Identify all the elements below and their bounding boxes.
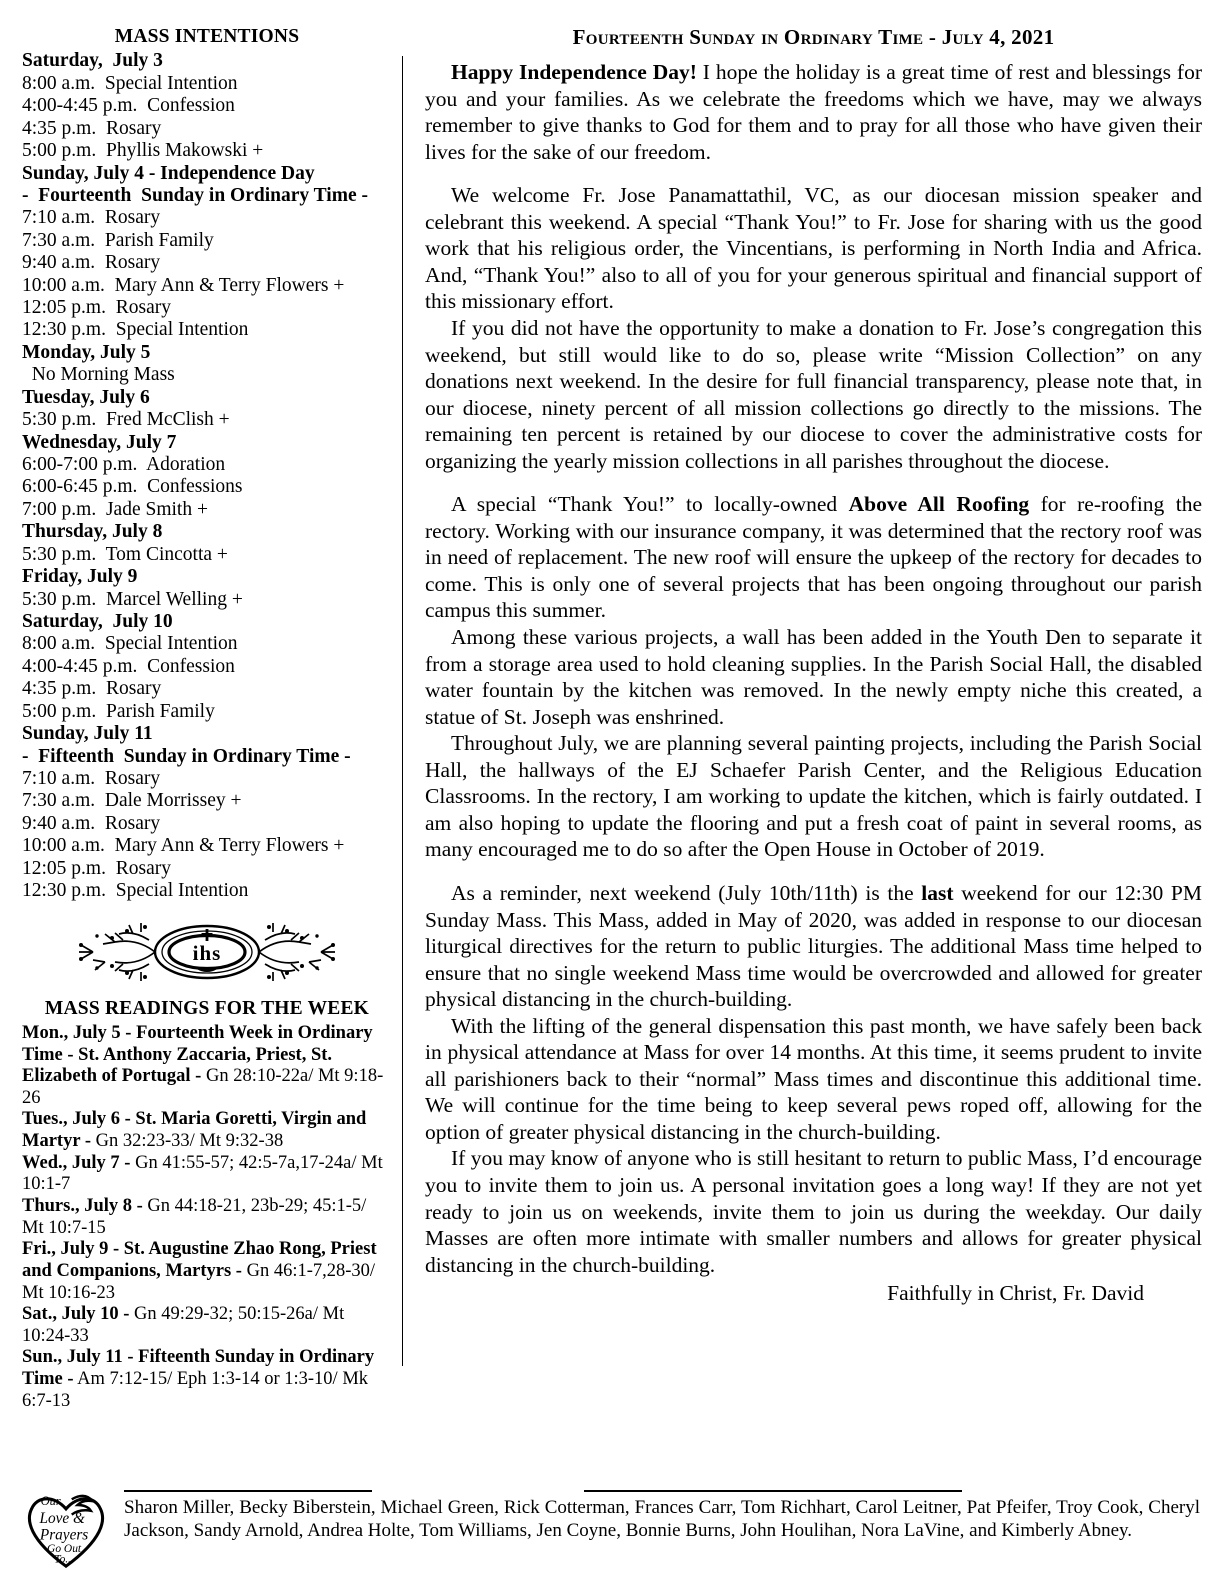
mass-intentions-entry-time: 4:00-4:45 p.m. (22, 95, 138, 117)
mass-intentions-entry (22, 768, 392, 790)
letter-paragraph (425, 1013, 1202, 1146)
mass-intentions-entry (22, 813, 392, 835)
letter-paragraph-text: As a reminder, next weekend (July 10th/11th) is the (451, 880, 922, 905)
mass-intentions-entry (22, 701, 392, 723)
mass-intentions-entry-time: 12:30 p.m. (22, 880, 106, 902)
mass-reading-citation: Gn 28:10-22a/ Mt 9:18-26 (22, 1066, 384, 1108)
mass-reading-item (22, 1023, 392, 1110)
mass-intentions-entry-time: 7:30 a.m. (22, 229, 96, 251)
mass-intentions-entry-desc: Confession (147, 95, 235, 117)
mass-intentions-entry-desc: Special Intention (115, 880, 249, 902)
mass-reading-item (22, 1239, 392, 1304)
letter-paragraph (425, 59, 1202, 165)
mass-intentions-entry (22, 476, 392, 498)
mass-intentions-day-heading: Sunday, July 11 (22, 723, 153, 745)
footer-rule-left (124, 1490, 372, 1492)
letter-paragraph-text: If you may know of anyone who is still hesitant to return to public Mass, I’d encourage you to invite them to join us. A personal invitation goes a long way! If they are not yet ready to join us on weekends, invite them to join us during the weekday. Our daily Masses are often more intimate with smaller numbers and allows for greater physical distancing in the church-building. (425, 1146, 1202, 1277)
footer-rule-right (584, 1490, 962, 1492)
letter-paragraph (425, 182, 1202, 315)
logo-line-3: Prayers (39, 1526, 89, 1544)
mass-intentions-entry-time: 7:30 a.m. (22, 790, 96, 812)
prayer-list-body (110, 1482, 1202, 1543)
prayer-list-names: Sharon Miller, Becky Biberstein, Michael Green, Rick Cotterman, Frances Carr, Tom Richhart, Carol Leitner, Pat Pfeifer, Troy Cook, Cheryl Jackson, Sandy Arnold, Andrea Holte, Tom Williams, Jen Coyne, Bonnie Burns, John Houlihan, Nora LaVine, and Kimberly Abney. (124, 1497, 1200, 1541)
mass-intentions-entry-time: 9:40 a.m. (22, 812, 96, 834)
mass-intentions-entry-time: 8:00 a.m. (22, 72, 96, 94)
mass-intentions-entry-desc: Rosary (105, 117, 162, 139)
mass-intentions-entry-desc: Special Intention (104, 72, 238, 94)
mass-readings-list (22, 1023, 392, 1413)
letter-paragraph-text: With the lifting of the general dispensation this past month, we have safely been back in physical attendance at Mass for over 14 months. At this time, it seems prudent to invite all parishioners back to their “normal” Mass times and discontinue this additional time. We will continue for the time being to keep several pews roped off, allowing for the option of greater physical distancing in the church-building. (425, 1013, 1202, 1144)
mass-intentions-entry-desc: Rosary (104, 812, 161, 834)
mass-intentions-entry-desc: Fred McClish + (105, 409, 230, 431)
logo-line-1: Our (40, 1494, 61, 1509)
mass-intentions-entry (22, 499, 392, 521)
mass-intentions-entry-desc: Phyllis Makowski + (105, 140, 264, 162)
letter-paragraph (425, 880, 1202, 1013)
mass-intentions-day-heading: Tuesday, July 6 (22, 386, 150, 408)
mass-intentions-entry (22, 275, 392, 297)
mass-intentions-entry (22, 589, 392, 611)
mass-intentions-entry-desc: Mary Ann & Terry Flowers + (114, 274, 345, 296)
mass-intentions-day-heading: Sunday, July 4 - Independence Day (22, 162, 315, 184)
mass-reading-item (22, 1196, 392, 1239)
mass-intentions-entry-time: 7:10 a.m. (22, 767, 96, 789)
mass-intentions-entry (22, 364, 392, 386)
logo-line-2: Love & (39, 1510, 85, 1528)
ihs-christogram-ornament (57, 916, 357, 988)
letter-paragraph (425, 315, 1202, 474)
letter-paragraph-text-cont: for re-roofing the rectory. Working with our insurance company, it was determined that the rectory roof was in need of replacement. The new roof will ensure the upkeep of the rectory for decades to come. This is only one of several projects that has been ongoing throughout our parish campus this summer. (425, 492, 1202, 623)
letter-paragraph-text-cont: weekend for our 12:30 PM Sunday Mass. This Mass, added in May of 2020, was added in response to our diocesan liturgical directives for the return to public liturgies. The additional Mass time helped to ensure that no single weekend Mass time would be overcrowded and allowed for greater physical distancing in the church-building. (425, 880, 1202, 1012)
mass-intentions-entry-desc: Jade Smith + (105, 498, 208, 520)
letter-paragraph-lead: Happy Independence Day! (451, 60, 697, 85)
mass-reading-label: Sat., July 10 - (22, 1304, 130, 1325)
letter-paragraph-text: Among these various projects, a wall has been added in the Youth Den to separate it from a storage area used to hold cleaning supplies. In the Parish Social Hall, the disabled water fountain by the kitchen was removed. In the newly empty niche this created, a statue of St. Joseph was enshrined. (425, 625, 1202, 729)
mass-intentions-entry-time: 6:00-7:00 p.m. (22, 454, 138, 476)
mass-intentions-entry-desc: Parish Family (105, 700, 215, 722)
mass-intentions-entry-desc: Adoration (146, 454, 226, 476)
mass-intentions-entry-time: 5:00 p.m. (22, 700, 97, 722)
mass-reading-label: Thurs., July 8 - (22, 1196, 143, 1216)
mass-intentions-entry-time: 7:00 p.m. (22, 498, 97, 520)
mass-intentions-entry (22, 858, 392, 880)
mass-intentions-entry-desc: Marcel Welling + (105, 588, 243, 610)
mass-intentions-entry (22, 656, 392, 678)
mass-intentions-entry-time: 9:40 a.m. (22, 252, 96, 274)
mass-intentions-entry (22, 252, 392, 274)
mass-intentions-entry-desc: Rosary (115, 297, 171, 319)
left-column (22, 26, 402, 1412)
letter-paragraph-emphasis: last (921, 880, 954, 905)
mass-intentions-entry-time: 7:10 a.m. (22, 207, 96, 229)
mass-intentions-entry-desc: No Morning Mass (31, 364, 175, 386)
mass-reading-item (22, 1304, 392, 1347)
letter-signoff: Faithfully in Christ, Fr. David (887, 1281, 1144, 1306)
mass-intentions-day-heading: Saturday, July 3 (22, 50, 163, 72)
mass-intentions-entry (22, 73, 392, 95)
our-love-and-prayers-heart-logo (22, 1484, 110, 1570)
mass-reading-citation: Gn 46:1-7,28-30/ Mt 10:16-23 (22, 1260, 376, 1303)
mass-intentions-entry-time: 5:30 p.m. (22, 409, 97, 431)
mass-intentions-day-heading: - Fifteenth Sunday in Ordinary Time - (22, 745, 351, 767)
mass-intentions-entry-time: 5:00 p.m. (22, 140, 97, 162)
mass-intentions-entry-time: 5:30 p.m. (22, 588, 97, 610)
mass-intentions-entry (22, 118, 392, 140)
mass-intentions-entry-time: 10:00 a.m. (22, 274, 105, 296)
svg-text:ihs: ihs (192, 941, 222, 966)
mass-intentions-day-heading: - Fourteenth Sunday in Ordinary Time - (22, 184, 368, 206)
mass-intentions-entry-time: 10:00 a.m. (22, 835, 105, 857)
letter-paragraph-text: I hope the holiday is a great time of rest and blessings for you and your families. As we celebrate the freedoms which we have, may we always remember to give thanks to God for them and to pray for all those who have given their lives for the sake of our freedom. (425, 60, 1202, 164)
mass-intentions-entry-desc: Special Intention (115, 319, 249, 341)
mass-intentions-entry-desc: Mary Ann & Terry Flowers + (114, 835, 345, 857)
mass-intentions-entry-desc: Special Intention (104, 633, 238, 655)
prayer-list-footer (22, 1482, 1202, 1570)
mass-intentions-entry (22, 790, 392, 812)
mass-intentions-entry-desc: Rosary (104, 252, 161, 274)
mass-intentions-entry-time: 12:05 p.m. (22, 297, 106, 319)
mass-intentions-entry (22, 633, 392, 655)
mass-intentions-entry-desc: Rosary (115, 857, 171, 879)
mass-intentions-day-heading: Saturday, July 10 (22, 610, 173, 632)
mass-intentions-day-heading: Wednesday, July 7 (22, 431, 177, 453)
mass-reading-citation: Gn 41:55-57; 42:5-7a,17-24a/ Mt 10:1-7 (22, 1152, 383, 1195)
letter-paragraph-text: A special “Thank You!” to locally-owned (451, 492, 849, 517)
mass-reading-citation: Am 7:12-15/ Eph 1:3-14 or 1:3-10/ Mk 6:7-13 (22, 1369, 369, 1411)
mass-intentions-entry-time: 4:35 p.m. (22, 117, 97, 139)
logo-line-5: To... (54, 1553, 74, 1566)
mass-intentions-entry (22, 409, 392, 431)
letter-paragraph (425, 730, 1202, 863)
mass-reading-citation: Gn 32:23-33/ Mt 9:32-38 (95, 1131, 284, 1152)
mass-intentions-entry (22, 678, 392, 700)
mass-intentions-day-heading: Thursday, July 8 (22, 521, 163, 543)
mass-intentions-entry-time: 12:30 p.m. (22, 319, 106, 341)
footer-rules (116, 1482, 1202, 1492)
letter-paragraph-text: If you did not have the opportunity to make a donation to Fr. Jose’s congregation this weekend, but still would like to do so, please write “Mission Collection” on any donations next weekend. In the desire for full financial transparency, please note that, in our diocese, ninety percent of all mission collections go directly to the missions. The remaining ten percent is retained by our diocese to cover the administrative costs for organizing the yearly mission collections in all parishes throughout the diocese. (425, 316, 1202, 473)
mass-intentions-entry (22, 319, 392, 341)
mass-intentions-entry-desc: Confession (147, 655, 235, 677)
mass-reading-citation: Gn 44:18-21, 23b-29; 45:1-5/ Mt 10:7-15 (22, 1196, 367, 1238)
mass-reading-label: Tues., July 6 - St. Maria Goretti, Virgin and Martyr - (22, 1109, 367, 1152)
letter-paragraph-text: Throughout July, we are planning several painting projects, including the Parish Social Hall, the hallways of the EJ Schaefer Parish Center, and the Religious Education Classrooms. In the rectory, I am working to update the kitchen, which is fairly outdated. I am also hoping to update the flooring and put a fresh coat of paint in several rooms, as many encouraged me to do so after the Open House in October of 2019. (425, 731, 1202, 862)
mass-intentions-day-heading: Friday, July 9 (22, 566, 138, 588)
logo-line-4: Go Out (47, 1542, 82, 1555)
mass-intentions-entry-desc: Rosary (105, 678, 162, 700)
bulletin-title: Fourteenth Sunday in Ordinary Time - July 4, 2021 (572, 25, 1055, 49)
mass-intentions-list (22, 50, 392, 902)
mass-intentions-entry (22, 544, 392, 566)
mass-reading-item (22, 1153, 392, 1196)
mass-intentions-entry (22, 95, 392, 117)
mass-reading-item (22, 1109, 392, 1152)
mass-intentions-entry-time: 6:00-6:45 p.m. (22, 476, 138, 498)
mass-intentions-entry (22, 297, 392, 319)
letter-paragraph-emphasis: Above All Roofing (848, 492, 1030, 517)
pastor-letter-body (425, 59, 1202, 1278)
mass-intentions-entry-desc: Dale Morrissey + (104, 790, 242, 812)
mass-intentions-entry-desc: Tom Cincotta + (105, 543, 228, 565)
mass-intentions-entry (22, 230, 392, 252)
mass-reading-label: Fri., July 9 - St. Augustine Zhao Rong, Priest and Companions, Martyrs - (22, 1239, 377, 1281)
mass-intentions-day-heading: Monday, July 5 (22, 341, 151, 363)
letter-paragraph-text: We welcome Fr. Jose Panamattathil, VC, as our diocesan mission speaker and celebrant this weekend. A special “Thank You!” to Fr. Jose for sharing with us the good work that his religious order, the Vincentians, is performing in North India and Africa. And, “Thank You!” also to all of you for your generous spiritual and financial support of this missionary effort. (425, 183, 1202, 314)
mass-intentions-entry-time: 5:30 p.m. (22, 543, 97, 565)
mass-intentions-entry-desc: Rosary (104, 207, 161, 229)
mass-intentions-entry-desc: Rosary (104, 767, 161, 789)
mass-intentions-entry-time: 8:00 a.m. (22, 633, 96, 655)
two-column-layout (22, 26, 1202, 1426)
mass-reading-label: Wed., July 7 - (22, 1152, 131, 1173)
mass-intentions-entry-desc: Parish Family (104, 229, 214, 251)
mass-intentions-heading: MASS INTENTIONS (114, 26, 300, 47)
right-column (403, 26, 1202, 1307)
letter-paragraph (425, 1145, 1202, 1278)
mass-intentions-entry (22, 207, 392, 229)
letter-paragraph (425, 624, 1202, 730)
mass-intentions-entry (22, 140, 392, 162)
mass-reading-item (22, 1347, 392, 1412)
mass-reading-label: Mon., July 5 - Fourteenth Week in Ordinary Time - St. Anthony Zaccaria, Priest, St. Elizabeth of Portugal - (22, 1022, 373, 1087)
mass-intentions-entry-time: 4:00-4:45 p.m. (22, 655, 138, 677)
mass-intentions-entry (22, 454, 392, 476)
mass-intentions-entry (22, 835, 392, 857)
mass-readings-heading: MASS READINGS FOR THE WEEK (44, 998, 370, 1020)
mass-reading-label: Sun., July 11 - Fifteenth Sunday in Ordinary Time - (22, 1347, 375, 1390)
mass-reading-citation: Gn 49:29-32; 50:15-26a/ Mt 10:24-33 (22, 1304, 345, 1346)
mass-intentions-entry-desc: Confessions (147, 476, 243, 498)
mass-intentions-entry-time: 12:05 p.m. (22, 857, 106, 879)
mass-intentions-entry (22, 880, 392, 902)
letter-paragraph (425, 491, 1202, 624)
mass-intentions-entry-time: 4:35 p.m. (22, 678, 97, 700)
